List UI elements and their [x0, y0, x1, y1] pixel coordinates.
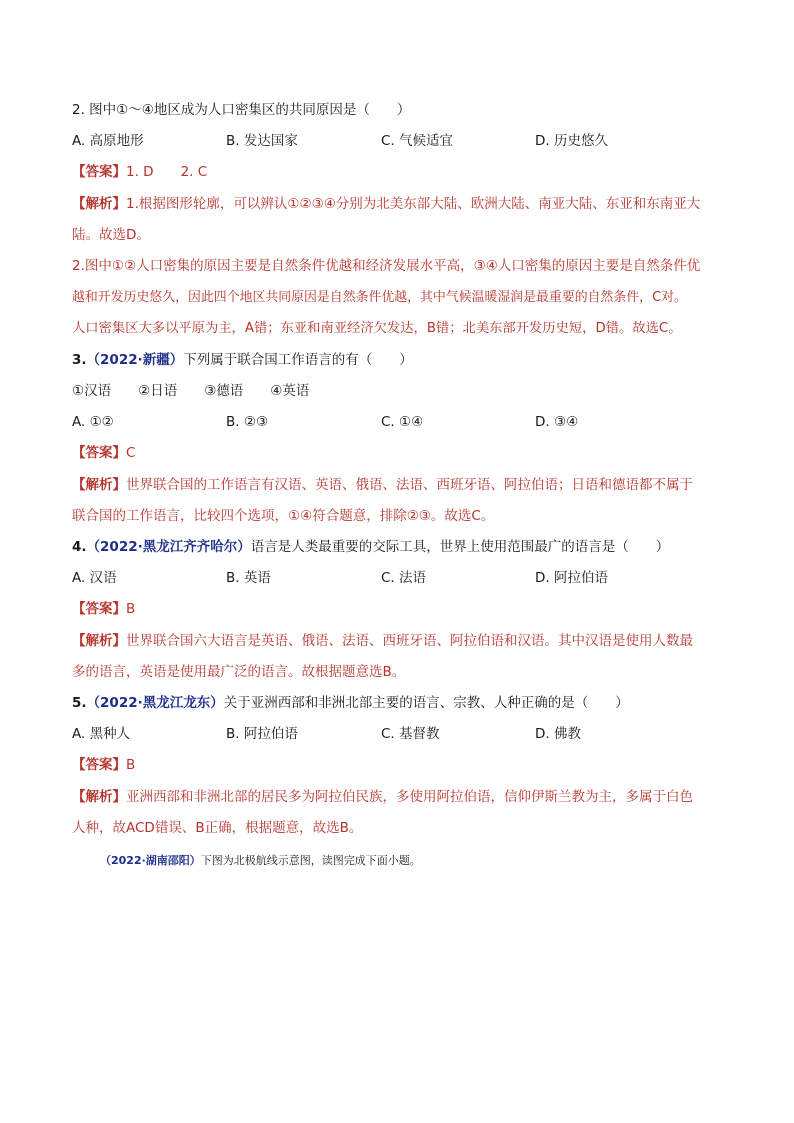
question-source: （2022·黑龙江龙东） [86, 695, 224, 711]
analysis-label: 【解析】 [72, 633, 126, 649]
answer-label: 【答案】 [72, 601, 126, 617]
option-c: C. 气候适宜 [381, 133, 454, 149]
option-c: C. 法语 [381, 570, 427, 586]
analysis-label: 【解析】 [72, 477, 126, 493]
question-text: 关于亚洲西部和非洲北部主要的语言、宗教、人种正确的是（ ） [223, 695, 629, 711]
question-2-stem: 2. 图中①～④地区成为人口密集区的共同原因是（ ） [72, 102, 411, 118]
option-d: D. 历史悠久 [535, 133, 608, 149]
option-a: A. 汉语 [72, 570, 117, 586]
answer-line [72, 599, 135, 619]
option-d: D. ③④ [535, 414, 579, 430]
question-source: （2022·黑龙江齐齐哈尔） [86, 539, 251, 555]
analysis-line [72, 194, 700, 214]
answer-label: 【答案】 [72, 757, 126, 773]
analysis-line: 联合国的工作语言，比较四个选项，①④符合题意，排除②③。故选C。 [72, 508, 495, 524]
option-b: B. 阿拉伯语 [226, 726, 298, 742]
question-text: 下列属于联合国工作语言的有（ ） [183, 352, 413, 368]
answer-line-1 [72, 162, 207, 182]
analysis-line [72, 256, 700, 276]
analysis-line [72, 787, 693, 807]
analysis-line: 越和开发历史悠久，因此四个地区共同原因是自然条件优越，其中气候温暖湿润是最重要的自然条件，C对。 [72, 290, 687, 305]
option-d: D. 佛教 [535, 726, 581, 742]
question-6-intro [100, 851, 421, 871]
analysis-text: 1.根据图形轮廓，可以辨认①②③④分别为北美东部大陆、欧洲大陆、南亚大陆、东亚和东南亚大 [126, 196, 701, 212]
question-source: （2022·新疆） [86, 352, 184, 368]
answer-label: 【答案】 [72, 164, 126, 180]
option-a: A. ①② [72, 414, 114, 430]
option-b: B. 英语 [226, 570, 271, 586]
option-d: D. 阿拉伯语 [535, 570, 608, 586]
question-3-items: ①汉语 ②日语 ③德语 ④英语 [72, 383, 310, 399]
answer-text: B [126, 601, 136, 617]
analysis-label: 【解析】 [72, 789, 126, 805]
answer-line [72, 443, 135, 463]
analysis-text: ③④人口密集的原因主要是自然条件优 [473, 258, 701, 274]
analysis-text: 2.图中①②人口密集的原因主要是自然条件优越和经济发展水平高， [72, 258, 474, 274]
analysis-line: 人口密集区大多以平原为主，A错；东亚和南亚经济欠发达，B错；北美东部开发历史短，D错。故选C。 [72, 321, 682, 336]
analysis-text: 世界联合国六大语言是英语、俄语、法语、西班牙语、阿拉伯语和汉语。其中汉语是使用人数最 [126, 633, 693, 649]
question-number: 4. [72, 539, 87, 555]
answer-text: 1. D 2. C [126, 164, 208, 180]
answer-line [72, 755, 135, 775]
question-4-stem [72, 537, 669, 557]
answer-label: 【答案】 [72, 445, 126, 461]
option-a: A. 高原地形 [72, 133, 144, 149]
question-source: （2022·湖南邵阳） [100, 854, 201, 867]
analysis-label: 【解析】 [72, 196, 126, 212]
question-5-stem [72, 693, 629, 713]
question-text: 语言是人类最重要的交际工具，世界上使用范围最广的语言是（ ） [250, 539, 670, 555]
answer-text: B [126, 757, 136, 773]
analysis-line [72, 631, 693, 651]
analysis-line: 陆。故选D。 [72, 227, 150, 243]
analysis-line: 多的语言，英语是使用最广泛的语言。故根据题意选B。 [72, 664, 406, 680]
option-b: B. ②③ [226, 414, 269, 430]
option-b: B. 发达国家 [226, 133, 298, 149]
analysis-text: 亚洲西部和非洲北部的居民多为阿拉伯民族，多使用阿拉伯语，信仰伊斯兰教为主，多属于白色 [126, 789, 693, 805]
analysis-text: 世界联合国的工作语言有汉语、英语、俄语、法语、西班牙语、阿拉伯语；日语和德语都不属于 [126, 477, 693, 493]
option-c: C. 基督教 [381, 726, 440, 742]
question-3-stem [72, 350, 413, 370]
question-number: 3. [72, 352, 87, 368]
option-a: A. 黑种人 [72, 726, 131, 742]
question-number: 5. [72, 695, 87, 711]
answer-text: C [126, 445, 136, 461]
analysis-line [72, 475, 693, 495]
question-text: 下图为北极航线示意图，读图完成下面小题。 [200, 854, 421, 867]
analysis-line: 人种，故ACD错误、B正确，根据题意，故选B。 [72, 820, 363, 836]
option-c: C. ①④ [381, 414, 424, 430]
